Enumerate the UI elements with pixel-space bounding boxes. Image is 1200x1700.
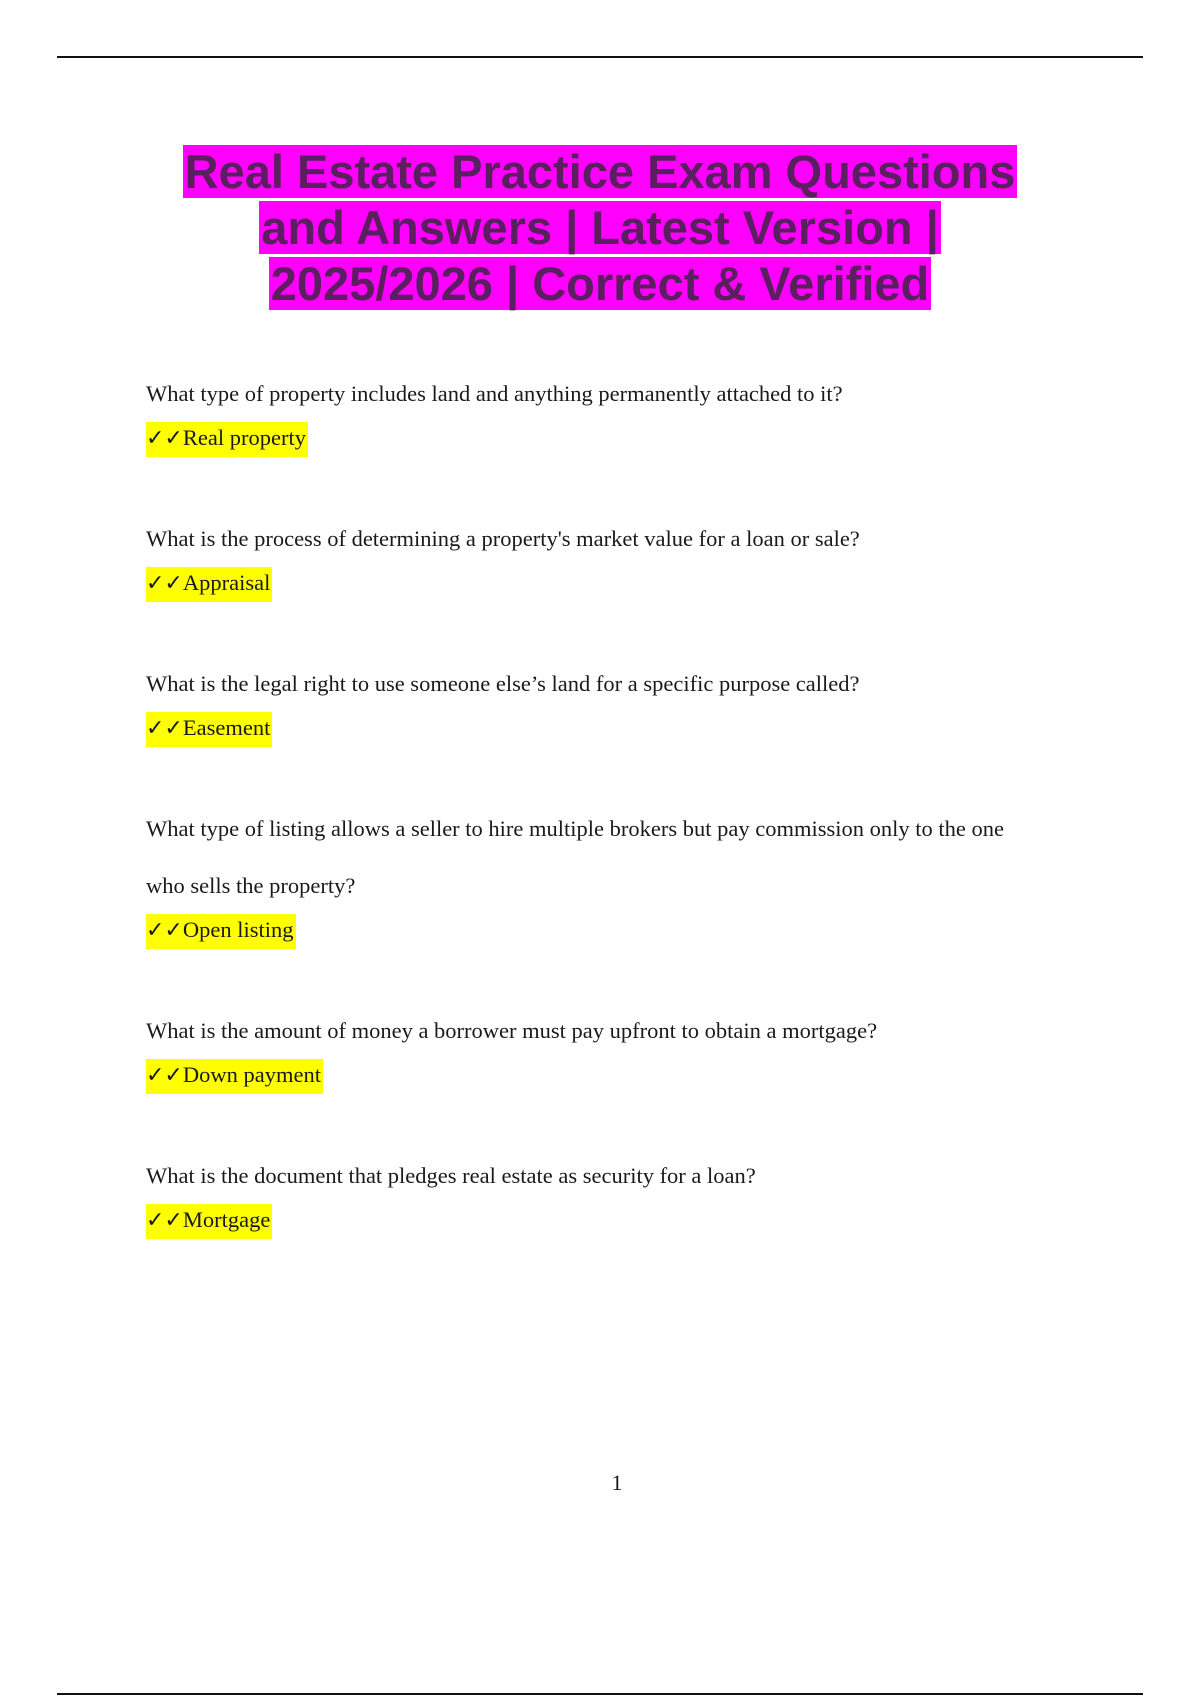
question-text: What type of property includes land and anything permanently attached to it? — [146, 381, 843, 406]
double-check-icon: ✓✓ — [146, 1208, 183, 1233]
title-line: Real Estate Practice Exam Questions — [184, 145, 1016, 198]
qa-item — [146, 510, 1086, 599]
answer-highlight — [146, 1204, 272, 1239]
qa-item — [146, 365, 1086, 454]
answer-text: Mortgage — [182, 1207, 271, 1232]
answer-text: Real property — [182, 425, 306, 450]
answer-text: Appraisal — [182, 570, 271, 595]
title-line: 2025/2026 | Correct & Verified — [270, 257, 930, 310]
double-check-icon: ✓✓ — [146, 426, 183, 451]
answer-text: Down payment — [182, 1062, 321, 1087]
double-check-icon: ✓✓ — [146, 716, 183, 741]
question-text: What is the legal right to use someone else’s land for a specific purpose called? — [146, 671, 860, 696]
question-text-line: who sells the property? — [146, 873, 356, 898]
double-check-icon: ✓✓ — [146, 1063, 183, 1088]
answer — [146, 712, 1086, 744]
answer-text: Open listing — [182, 917, 294, 942]
title-line: and Answers | Latest Version | — [261, 201, 939, 254]
answer — [146, 1204, 1086, 1236]
answer-highlight — [146, 914, 296, 949]
double-check-icon: ✓✓ — [146, 571, 183, 596]
answer-text: Easement — [182, 715, 271, 740]
qa-item — [146, 655, 1086, 744]
qa-item — [146, 1147, 1086, 1236]
question-text: What is the process of determining a property's market value for a loan or sale? — [146, 526, 860, 551]
document-title — [100, 144, 1100, 312]
qa-item — [146, 1002, 1086, 1091]
answer-highlight — [146, 712, 272, 747]
qa-list — [146, 365, 1086, 1236]
answer — [146, 567, 1086, 599]
answer — [146, 914, 1086, 946]
answer-highlight — [146, 422, 308, 457]
answer — [146, 1059, 1086, 1091]
answer-highlight — [146, 1059, 323, 1094]
page-number: 1 — [611, 1470, 623, 1495]
question-text-line: What type of listing allows a seller to hire multiple brokers but pay commission only to the one — [146, 816, 1004, 841]
header-rule — [57, 56, 1143, 58]
answer-highlight — [146, 567, 272, 602]
qa-item — [146, 800, 1086, 946]
double-check-icon: ✓✓ — [146, 918, 183, 943]
footer-rule — [57, 1693, 1143, 1695]
question-text: What is the amount of money a borrower must pay upfront to obtain a mortgage? — [146, 1018, 878, 1043]
answer — [146, 422, 1086, 454]
question-text: What is the document that pledges real estate as security for a loan? — [146, 1163, 756, 1188]
